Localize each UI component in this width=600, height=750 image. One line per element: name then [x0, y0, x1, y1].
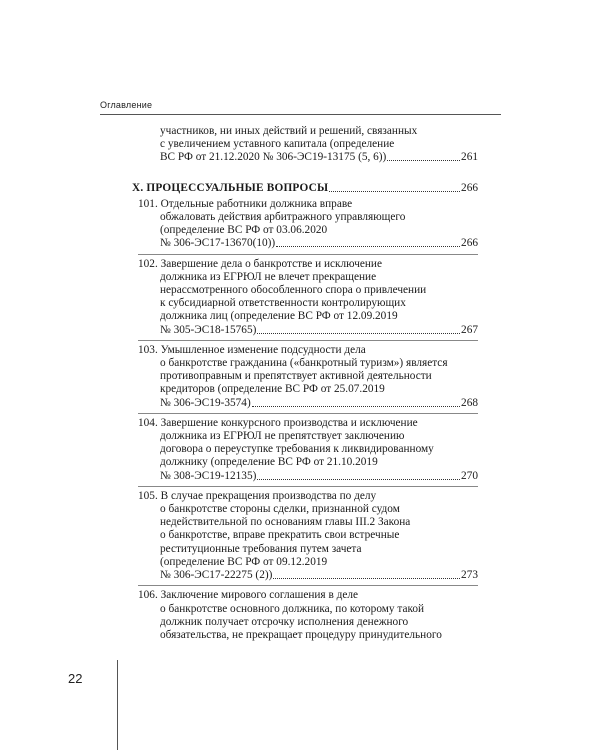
- dot-leader: [387, 151, 460, 161]
- margin-rule: [117, 660, 118, 750]
- toc-entry-105: [138, 490, 478, 586]
- toc-leader-line: [160, 397, 478, 410]
- toc-line: ВС РФ от 21.12.2020 № 306-ЭС19-13175 (5, 6)): [160, 151, 387, 164]
- toc-line: № 306-ЭС17-22275 (2)): [160, 569, 273, 582]
- dot-leader: [257, 324, 460, 334]
- toc-line: 105. В случае прекращения производства по делу: [138, 489, 377, 502]
- page-ref: 261: [461, 151, 478, 164]
- toc-entry-104: [138, 417, 478, 487]
- running-head: Оглавление: [100, 100, 153, 110]
- dot-leader: [329, 182, 460, 192]
- table-of-contents: [132, 125, 478, 642]
- toc-line: должник получает отсрочку исполнения денежного: [160, 615, 409, 628]
- toc-entry-102: [138, 258, 478, 341]
- page-ref: 266: [461, 237, 478, 250]
- toc-line: недействительной по основаниям главы III.2 Закона: [160, 516, 411, 529]
- toc-leader-line: [160, 237, 478, 250]
- toc-line: о банкротстве стороны сделки, признанной судом: [160, 503, 400, 516]
- toc-line: 104. Завершение конкурсного производства и исключение: [138, 416, 418, 429]
- toc-line: договора о переуступке требования к ликвидированному: [160, 443, 434, 456]
- toc-line: должнику (определение ВС РФ от 21.10.2019: [160, 456, 378, 469]
- page-ref: 273: [461, 569, 478, 582]
- page-ref: 268: [461, 396, 478, 409]
- toc-line: к субсидиарной ответственности контролирующих: [160, 297, 406, 310]
- dot-leader: [257, 470, 460, 480]
- toc-leader-line: [160, 151, 478, 164]
- toc-line: о банкротстве гражданина («банкротный туризм») является: [160, 357, 448, 370]
- header-rule: [100, 114, 501, 115]
- toc-line: кредиторов (определение ВС РФ от 25.07.2019: [160, 383, 385, 396]
- page-ref: 266: [461, 181, 478, 194]
- page-ref: 267: [461, 323, 478, 336]
- toc-line: с увеличением уставного капитала (определение: [160, 138, 395, 151]
- toc-line: № 308-ЭС19-12135): [160, 469, 257, 482]
- dot-leader: [273, 569, 460, 579]
- toc-line: № 306-ЭС17-13670(10)): [160, 237, 276, 250]
- toc-line: № 305-ЭС18-15765): [160, 323, 257, 336]
- toc-entry-106: [138, 589, 478, 642]
- page-ref: 270: [461, 469, 478, 482]
- toc-line: 102. Завершение дела о банкротстве и исключение: [138, 257, 382, 270]
- section-title: X. ПРОЦЕССУАЛЬНЫЕ ВОПРОСЫ: [132, 181, 329, 194]
- toc-leader-line: [160, 324, 478, 337]
- toc-line: (определение ВС РФ от 09.12.2019: [160, 555, 328, 568]
- toc-line: 101. Отдельные работники должника вправе: [138, 197, 353, 210]
- toc-leader-line: [160, 569, 478, 582]
- toc-line: должника из ЕГРЮЛ не влечет прекращение: [160, 270, 377, 283]
- toc-entry-101: [138, 198, 478, 255]
- toc-line: противоправным и препятствует активной деятельности: [160, 370, 432, 383]
- toc-line: реституционные требования путем зачета: [160, 542, 362, 555]
- toc-line: обжаловать действия арбитражного управляющего: [160, 211, 406, 224]
- section-heading: [132, 182, 478, 195]
- toc-line: № 306-ЭС19-3574): [160, 396, 251, 409]
- toc-line: должника из ЕГРЮЛ не препятствует заключению: [160, 430, 405, 443]
- toc-line: обязательства, не прекращает процедуру принудительного: [160, 628, 442, 641]
- toc-line: 106. Заключение мирового соглашения в деле: [138, 589, 359, 602]
- toc-line: (определение ВС РФ от 03.06.2020: [160, 224, 328, 237]
- toc-leader-line: [160, 470, 478, 483]
- toc-line: нерассмотренного обособленного спора о привлечении: [160, 284, 427, 297]
- toc-line: должника лиц (определение ВС РФ от 12.09.2019: [160, 310, 398, 323]
- toc-carry-over: [138, 125, 478, 165]
- dot-leader: [276, 237, 460, 247]
- toc-line: участников, ни иных действий и решений, связанных: [160, 125, 418, 137]
- toc-line: 103. Умышленное изменение подсудности дела: [138, 343, 366, 356]
- page-number: 22: [68, 671, 83, 686]
- dot-leader: [252, 397, 460, 407]
- toc-line: о банкротстве, вправе прекратить свои встречные: [160, 529, 400, 542]
- toc-line: о банкротстве основного должника, по которому такой: [160, 602, 425, 615]
- toc-entry-103: [138, 344, 478, 414]
